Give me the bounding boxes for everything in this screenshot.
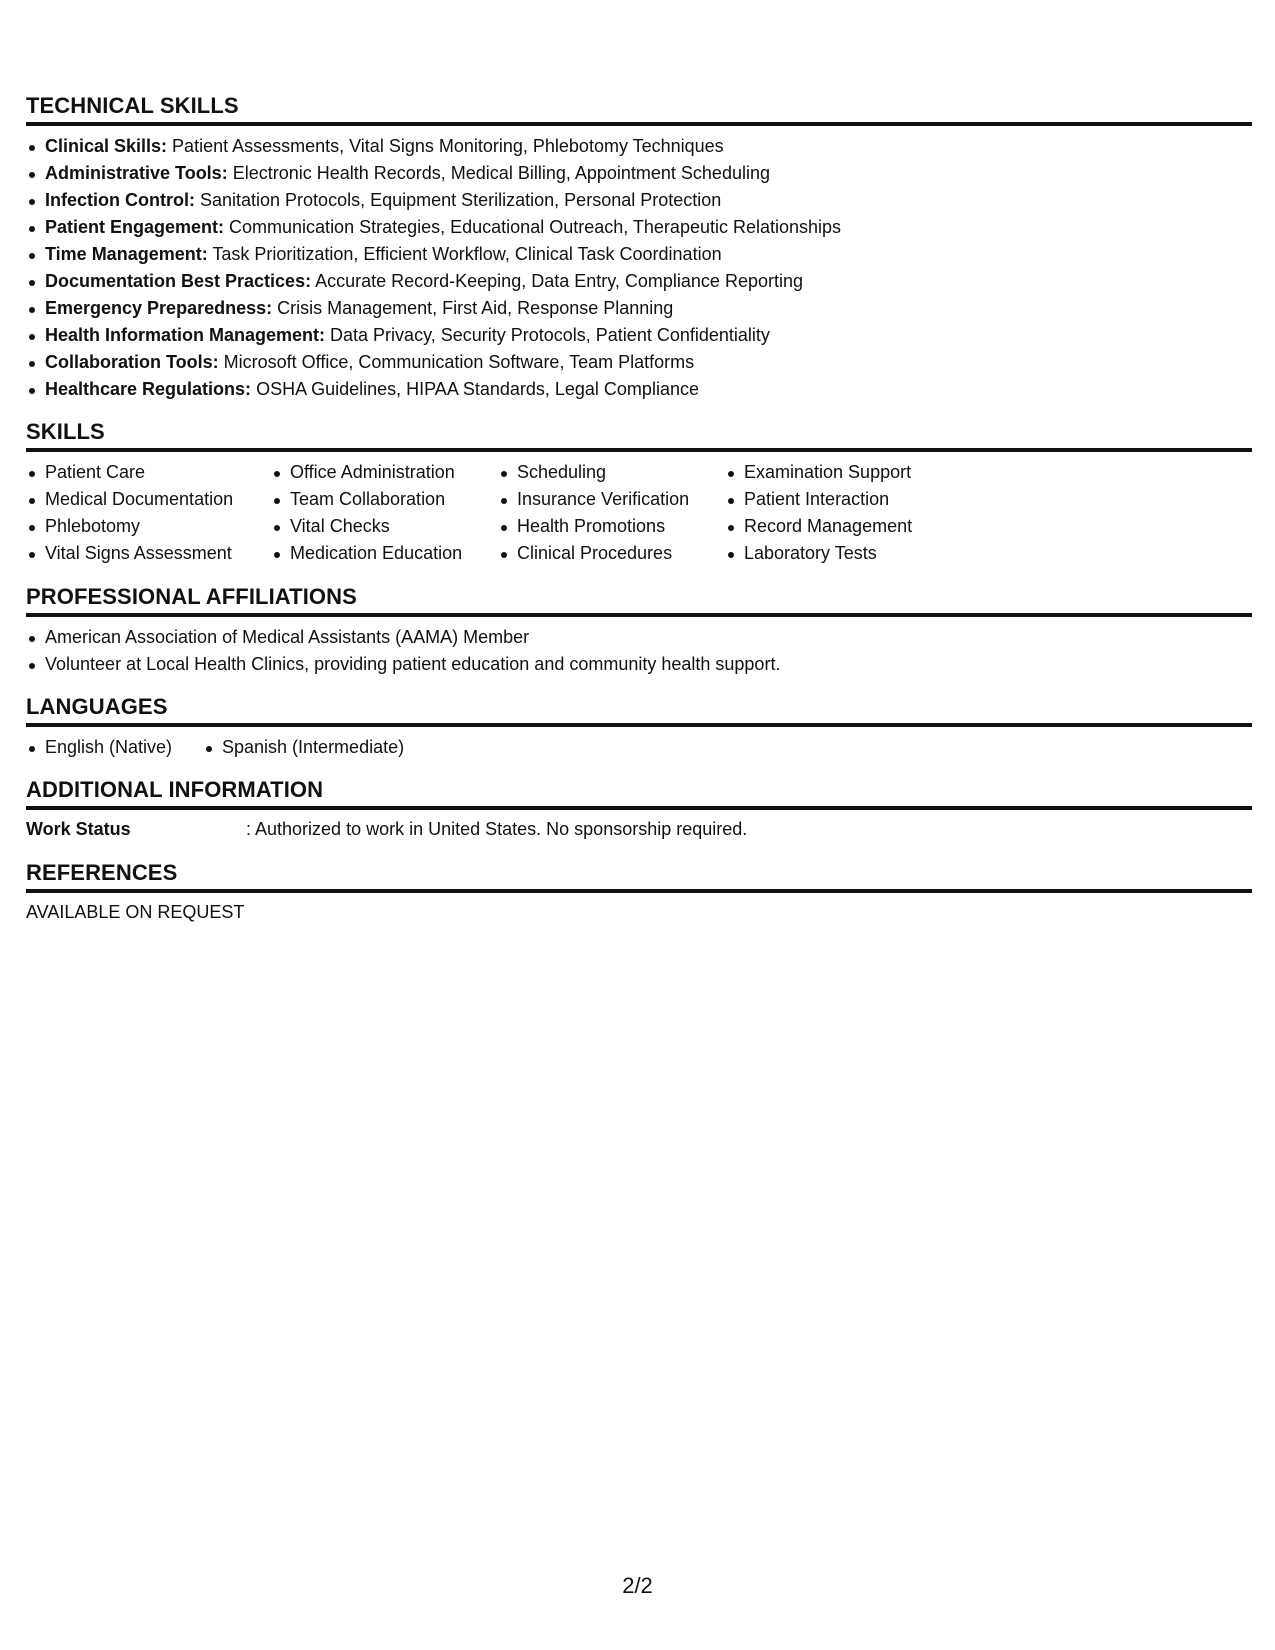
technical-skills-title: TECHNICAL SKILLS	[26, 93, 1252, 126]
list-item: American Association of Medical Assistants (AAMA) Member	[26, 624, 1252, 651]
work-status-row	[26, 816, 1252, 843]
skill-category: Clinical Skills:	[45, 136, 168, 156]
resume-page	[26, 93, 1252, 926]
list-item: English (Native)	[26, 734, 203, 761]
technical-skills-list	[26, 133, 1252, 403]
references-title: REFERENCES	[26, 860, 1252, 893]
skill-details: Electronic Health Records, Medical Billing, Appointment Scheduling	[227, 163, 770, 183]
skills-title: SKILLS	[26, 419, 1252, 452]
skill-details: OSHA Guidelines, HIPAA Standards, Legal Compliance	[251, 379, 699, 399]
list-item: Phlebotomy	[26, 513, 271, 540]
skill-details: Communication Strategies, Educational Outreach, Therapeutic Relationships	[224, 217, 842, 237]
additional-info-title: ADDITIONAL INFORMATION	[26, 777, 1252, 810]
technical-skills-section	[26, 93, 1252, 403]
list-item: Laboratory Tests	[725, 540, 965, 567]
skill-category: Emergency Preparedness:	[45, 298, 273, 318]
languages-row	[26, 734, 1252, 761]
list-item	[26, 376, 1252, 403]
skills-column	[498, 459, 725, 567]
skill-details: Data Privacy, Security Protocols, Patient Confidentiality	[325, 325, 770, 345]
list-item	[26, 133, 1252, 160]
references-text: AVAILABLE ON REQUEST	[26, 902, 245, 922]
affiliations-list	[26, 624, 1252, 678]
list-item: Medical Documentation	[26, 486, 271, 513]
skill-details: Accurate Record-Keeping, Data Entry, Compliance Reporting	[311, 271, 803, 291]
skill-details: Sanitation Protocols, Equipment Sterilization, Personal Protection	[194, 190, 722, 210]
references-section	[26, 860, 1252, 926]
skill-details: Task Prioritization, Efficient Workflow, Clinical Task Coordination	[207, 244, 722, 264]
skills-column	[26, 459, 271, 567]
list-item	[26, 295, 1252, 322]
skills-grid	[26, 459, 1252, 567]
skills-column	[725, 459, 965, 567]
list-item: Vital Checks	[271, 513, 498, 540]
skill-category: Administrative Tools:	[45, 163, 228, 183]
languages-list	[203, 734, 404, 761]
list-item	[26, 322, 1252, 349]
skill-details: Crisis Management, First Aid, Response Planning	[272, 298, 674, 318]
list-item: Spanish (Intermediate)	[203, 734, 404, 761]
work-status-label: Work Status	[26, 819, 131, 839]
list-item	[26, 214, 1252, 241]
languages-section	[26, 694, 1252, 761]
list-item	[26, 268, 1252, 295]
work-status-value: : Authorized to work in United States. No sponsorship required.	[246, 819, 748, 839]
list-item: Medication Education	[271, 540, 498, 567]
page-number: 2/2	[622, 1573, 653, 1598]
list-item: Scheduling	[498, 459, 725, 486]
affiliations-section	[26, 584, 1252, 678]
skill-details: Patient Assessments, Vital Signs Monitoring, Phlebotomy Techniques	[167, 136, 724, 156]
list-item: Patient Care	[26, 459, 271, 486]
list-item	[26, 349, 1252, 376]
skill-details: Microsoft Office, Communication Software, Team Platforms	[218, 352, 695, 372]
affiliations-title: PROFESSIONAL AFFILIATIONS	[26, 584, 1252, 617]
skills-section	[26, 419, 1252, 567]
list-item	[26, 241, 1252, 268]
list-item: Examination Support	[725, 459, 965, 486]
skill-category: Collaboration Tools:	[45, 352, 219, 372]
list-item: Insurance Verification	[498, 486, 725, 513]
skill-category: Healthcare Regulations:	[45, 379, 252, 399]
list-item: Vital Signs Assessment	[26, 540, 271, 567]
list-item	[26, 187, 1252, 214]
list-item: Record Management	[725, 513, 965, 540]
languages-list	[26, 734, 203, 761]
list-item: Team Collaboration	[271, 486, 498, 513]
list-item: Patient Interaction	[725, 486, 965, 513]
languages-title: LANGUAGES	[26, 694, 1252, 727]
list-item: Health Promotions	[498, 513, 725, 540]
additional-info-section	[26, 777, 1252, 843]
list-item	[26, 160, 1252, 187]
skill-category: Patient Engagement:	[45, 217, 225, 237]
skill-category: Infection Control:	[45, 190, 195, 210]
list-item: Volunteer at Local Health Clinics, providing patient education and community health support.	[26, 651, 1252, 678]
skills-column	[271, 459, 498, 567]
list-item: Office Administration	[271, 459, 498, 486]
skill-category: Health Information Management:	[45, 325, 326, 345]
skill-category: Time Management:	[45, 244, 208, 264]
skill-category: Documentation Best Practices:	[45, 271, 312, 291]
list-item: Clinical Procedures	[498, 540, 725, 567]
